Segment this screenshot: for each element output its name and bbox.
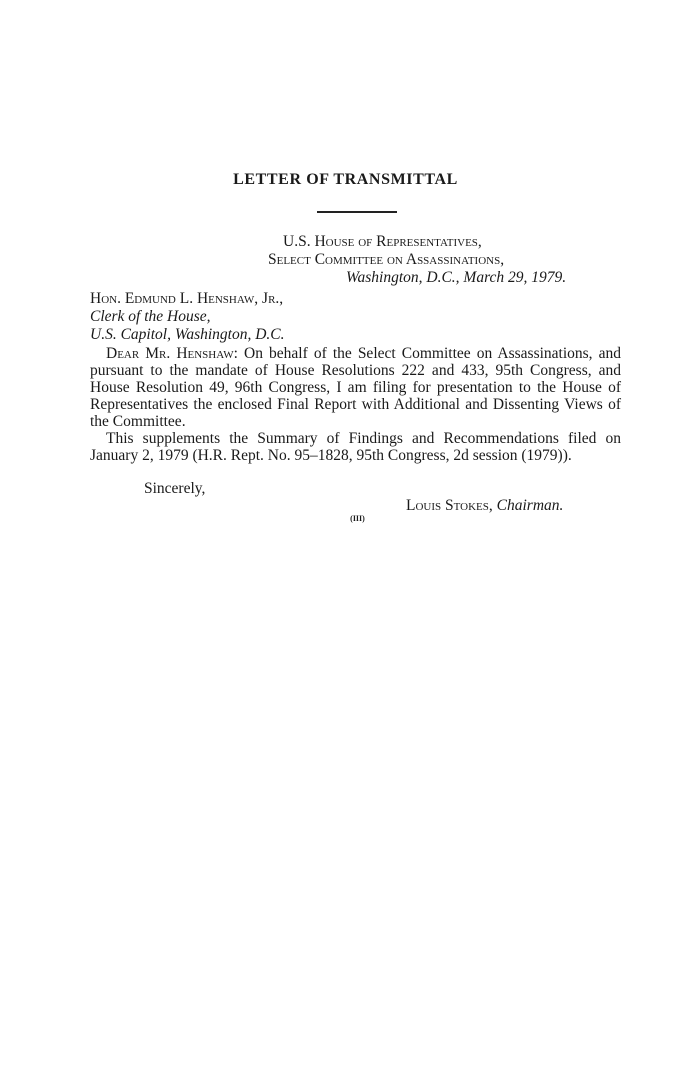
page-number: (III) — [350, 514, 365, 523]
title-divider — [317, 211, 397, 213]
paragraph-1-text: On behalf of the Select Committee on Assassinations, and pursuant to the mandate of House Resolutions 222 and 433, 95th Congress, and House Resolution 49, 96th Congress, I am filing for presentation to the House of Representatives the enclosed Final Report with Additional and Dissenting Views of the Committee. — [90, 345, 621, 430]
letterhead-house: U.S. House of Representatives, — [283, 233, 482, 250]
signature-name: Louis Stokes, — [406, 497, 493, 514]
letterhead-dateline: Washington, D.C., March 29, 1979. — [346, 269, 567, 286]
salutation: Dear Mr. Henshaw: — [106, 345, 238, 362]
addressee-location: U.S. Capitol, Washington, D.C. — [90, 326, 285, 343]
signature — [406, 497, 563, 515]
page-title: LETTER OF TRANSMITTAL — [233, 171, 458, 188]
letter-paragraph-2: This supplements the Summary of Findings and Recommendations filed on January 2, 1979 (H.R. Rept. No. 95–1828, 95th Congress, 2d session (1979)). — [90, 430, 621, 464]
addressee-office: Clerk of the House, — [90, 308, 211, 325]
letter-paragraph-1 — [90, 345, 621, 430]
letterhead-committee: Select Committee on Assassinations, — [268, 251, 505, 268]
closing: Sincerely, — [144, 480, 206, 497]
addressee-name: Hon. Edmund L. Henshaw, Jr., — [90, 290, 284, 307]
signature-title: Chairman. — [496, 497, 564, 514]
